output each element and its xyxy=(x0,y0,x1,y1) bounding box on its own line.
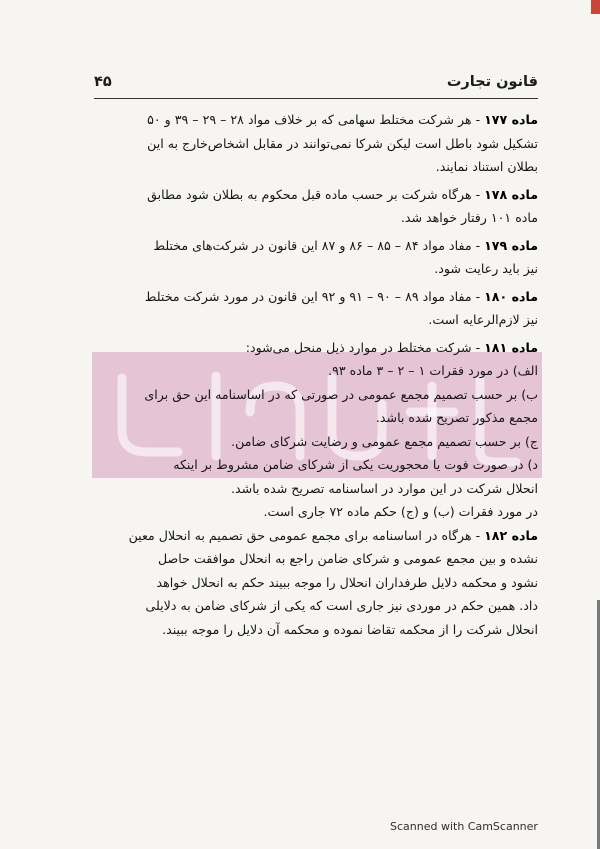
text-line: بطلان استناد نمایند. xyxy=(435,159,538,174)
article-label: ماده ۱۸۰ xyxy=(484,288,538,304)
clause-jim: ج) بر حسب تصمیم مجمع عمومی و رضایت شرکای ضامن. xyxy=(231,433,538,449)
article-label: ماده ۱۷۸ xyxy=(484,186,538,202)
text-line xyxy=(94,285,538,309)
clause-dal: د) در صورت فوت یا محجوریت یکی از شرکای ضامن مشروط بر اینکه xyxy=(173,457,538,472)
article-text: - هرگاه شرکت بر حسب ماده قبل محکوم به بطلان شود مطابق xyxy=(147,186,485,202)
corner-tab-mark xyxy=(591,0,600,14)
scanner-footer: Scanned with CamScanner xyxy=(390,820,538,833)
article-label: ماده ۱۸۱ xyxy=(484,339,538,355)
article-text-block xyxy=(94,108,538,641)
text-line: نشده و بین مجمع عمومی و شرکای ضامن راجع به انحلال موافقت حاصل xyxy=(158,551,538,566)
clause-alef: الف) در مورد فقرات ۱ – ۲ – ۳ ماده ۹۳. xyxy=(328,363,538,378)
article-text: - شرکت مختلط در موارد ذیل منحل می‌شود: xyxy=(245,339,485,355)
text-line xyxy=(94,234,538,258)
text-line: تشکیل شود باطل است لیکن شرکا نمی‌توانند در مقابل اشخاص‌خارج به این xyxy=(147,135,538,151)
article-label: ماده ۱۸۲ xyxy=(484,527,538,543)
header-rule xyxy=(94,98,538,99)
text-line: مجمع مذکور تصریح شده باشد. xyxy=(375,410,538,425)
header-title: قانون تجارت xyxy=(446,74,538,90)
text-line: داد. همین حکم در موردی نیز جاری است که یکی از شرکای ضامن به دلایلی xyxy=(145,598,538,613)
clause-be: ب) بر حسب تصمیم مجمع عمومی در صورتی که در اساسنامه این حق برای xyxy=(144,386,538,402)
text-line: انحلال شرکت در این موارد در اساسنامه تصریح شده باشد. xyxy=(231,480,538,496)
text-line: در مورد فقرات (ب) و (ج) حکم ماده ۷۲ جاری است. xyxy=(263,504,538,519)
text-line xyxy=(94,524,538,548)
article-label: ماده ۱۷۷ xyxy=(484,112,538,127)
text-line: انحلال شرکت را از محکمه تقاضا نموده و محکمه آن دلایل را موجه ببیند. xyxy=(162,621,538,637)
text-line: نیز لازم‌الرعایه است. xyxy=(428,312,538,327)
article-text: - هرگاه در اساسنامه برای مجمع عمومی حق تصمیم به انحلال معین xyxy=(128,527,485,543)
text-line xyxy=(94,183,538,207)
text-line xyxy=(94,336,538,360)
running-header xyxy=(94,70,538,96)
article-text: - مفاد مواد ۸۴ – ۸۵ – ۸۶ و ۸۷ این قانون در شرکت‌های مختلط xyxy=(153,237,485,253)
page-number: ۴۵ xyxy=(94,74,112,90)
text-line xyxy=(94,108,538,132)
text-line: نشود و محکمه دلایل طرفداران انحلال را موجه ببیند حکم به انحلال خواهد xyxy=(156,574,538,590)
article-label: ماده ۱۷۹ xyxy=(484,237,538,253)
article-text: - مفاد مواد ۸۹ – ۹۰ – ۹۱ و ۹۲ این قانون در مورد شرکت مختلط xyxy=(144,288,485,304)
text-line: نیز باید رعایت شود. xyxy=(434,261,538,276)
article-text: - هر شرکت مختلط سهامی که بر خلاف مواد ۲۸ – ۲۹ – ۳۹ و ۵۰ xyxy=(147,112,485,127)
text-line: ماده ۱۰۱ رفتار خواهد شد. xyxy=(400,210,538,225)
